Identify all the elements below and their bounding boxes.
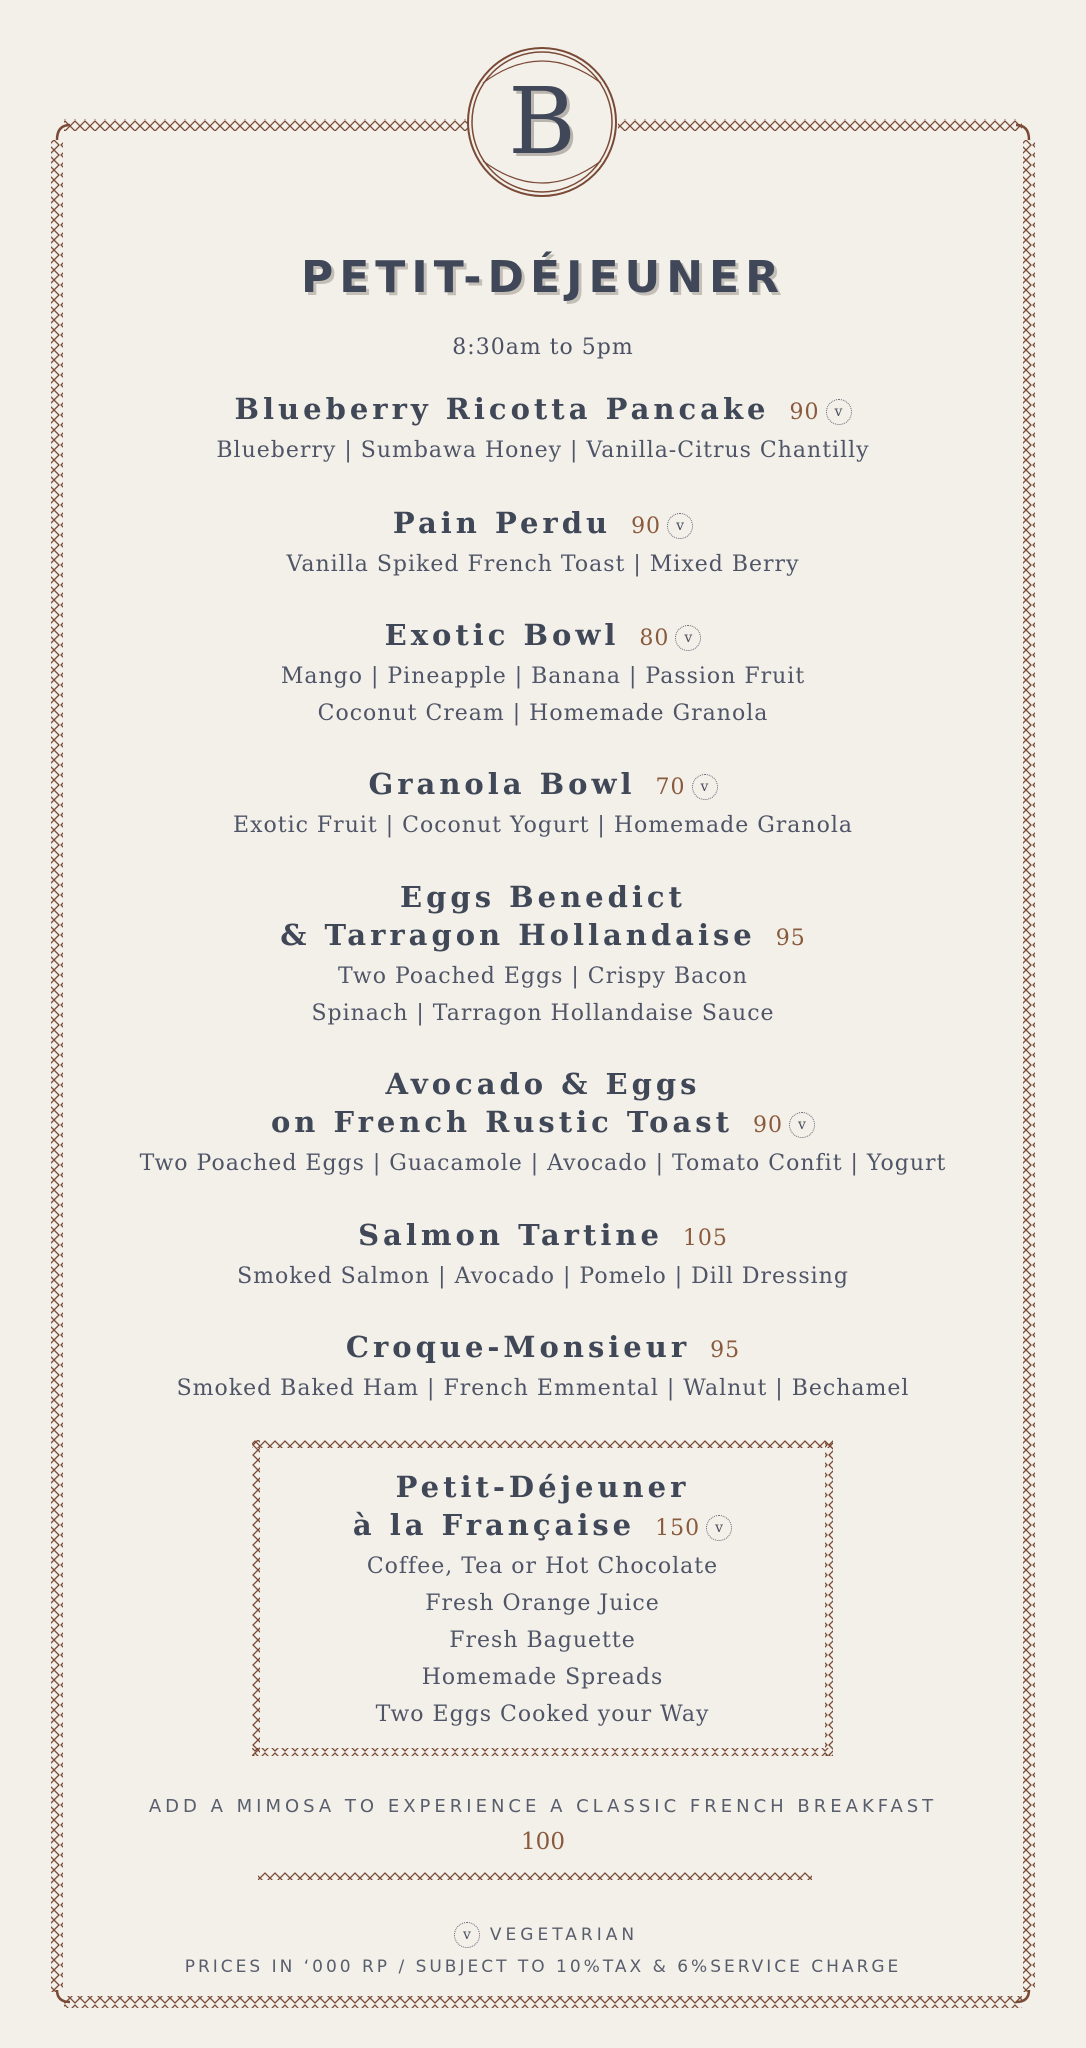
menu-item xyxy=(80,1216,1006,1295)
divider xyxy=(258,1872,812,1880)
item-description: Smoked Baked Ham | French Emmental | Walnut | Bechamel xyxy=(176,1376,910,1401)
item-name: Blueberry Ricotta Pancake xyxy=(234,392,770,426)
item-price: 90 xyxy=(631,514,662,539)
serving-hours: 8:30am to 5pm xyxy=(452,335,634,360)
mimosa-price: 100 xyxy=(521,1829,565,1855)
menu-item xyxy=(80,1065,1006,1182)
logo-emblem xyxy=(463,43,621,201)
vegetarian-icon: v xyxy=(675,625,701,651)
item-name: Salmon Tartine xyxy=(358,1218,663,1252)
vegetarian-legend xyxy=(0,1922,1086,1948)
special-description: Coffee, Tea or Hot Chocolate xyxy=(366,1554,719,1579)
special-box xyxy=(252,1440,833,1756)
item-price: 90 xyxy=(753,1113,784,1138)
item-price: 95 xyxy=(710,1338,741,1363)
item-description: Coconut Cream | Homemade Granola xyxy=(317,701,769,726)
special-description: Homemade Spreads xyxy=(421,1665,664,1690)
vegetarian-icon: v xyxy=(826,399,852,425)
vegetarian-icon: v xyxy=(454,1922,480,1948)
special-description: Fresh Baguette xyxy=(449,1628,636,1653)
item-name: Granola Bowl xyxy=(368,767,636,801)
special-price: 150 xyxy=(655,1516,701,1541)
item-description: Exotic Fruit | Coconut Yogurt | Homemade Granola xyxy=(233,813,853,838)
item-name: Eggs Benedict xyxy=(400,880,686,914)
price-note: PRICES IN ‘000 RP / SUBJECT TO 10%TAX & 6%SERVICE CHARGE xyxy=(184,1957,902,1977)
item-description: Smoked Salmon | Avocado | Pomelo | Dill Dressing xyxy=(237,1264,849,1289)
menu-item xyxy=(80,1328,1006,1407)
item-name: Avocado & Eggs xyxy=(385,1067,701,1101)
vegetarian-icon: v xyxy=(706,1515,732,1541)
item-price: 80 xyxy=(639,626,670,651)
special-name: Petit-Déjeuner xyxy=(395,1470,690,1504)
item-name: & Tarragon Hollandaise xyxy=(280,918,756,952)
item-description: Vanilla Spiked French Toast | Mixed Berry xyxy=(286,552,800,577)
item-price: 95 xyxy=(775,926,806,951)
item-price: 90 xyxy=(789,400,820,425)
item-description: Two Poached Eggs | Guacamole | Avocado | Tomato Confit | Yogurt xyxy=(139,1151,947,1176)
menu-item xyxy=(80,504,1006,583)
legend-label: VEGETARIAN xyxy=(489,1925,639,1945)
vegetarian-icon: v xyxy=(789,1112,815,1138)
item-description: Spinach | Tarragon Hollandaise Sauce xyxy=(311,1001,775,1026)
item-name: on French Rustic Toast xyxy=(270,1105,734,1139)
menu-item xyxy=(80,390,1006,469)
item-price: 105 xyxy=(682,1226,728,1251)
vegetarian-icon: v xyxy=(692,774,718,800)
menu-item xyxy=(80,616,1006,732)
menu-item xyxy=(80,878,1006,1032)
logo-letter: B xyxy=(508,68,576,175)
special-description: Fresh Orange Juice xyxy=(425,1591,660,1616)
special-description: Two Eggs Cooked your Way xyxy=(375,1702,710,1727)
item-price: 70 xyxy=(655,775,686,800)
mimosa-offer: ADD A MIMOSA TO EXPERIENCE A CLASSIC FRENCH BREAKFAST xyxy=(148,1796,938,1817)
item-name: Exotic Bowl xyxy=(384,618,620,652)
item-description: Mango | Pineapple | Banana | Passion Fruit xyxy=(280,664,806,689)
menu-item xyxy=(80,765,1006,844)
menu-title: PETIT-DÉJEUNER xyxy=(301,252,785,303)
item-name: Pain Perdu xyxy=(392,506,612,540)
item-name: Croque-Monsieur xyxy=(345,1330,691,1364)
vegetarian-icon: v xyxy=(667,513,693,539)
item-description: Blueberry | Sumbawa Honey | Vanilla-Citrus Chantilly xyxy=(216,438,870,463)
special-name: à la Française xyxy=(352,1508,636,1542)
item-description: Two Poached Eggs | Crispy Bacon xyxy=(338,964,748,989)
